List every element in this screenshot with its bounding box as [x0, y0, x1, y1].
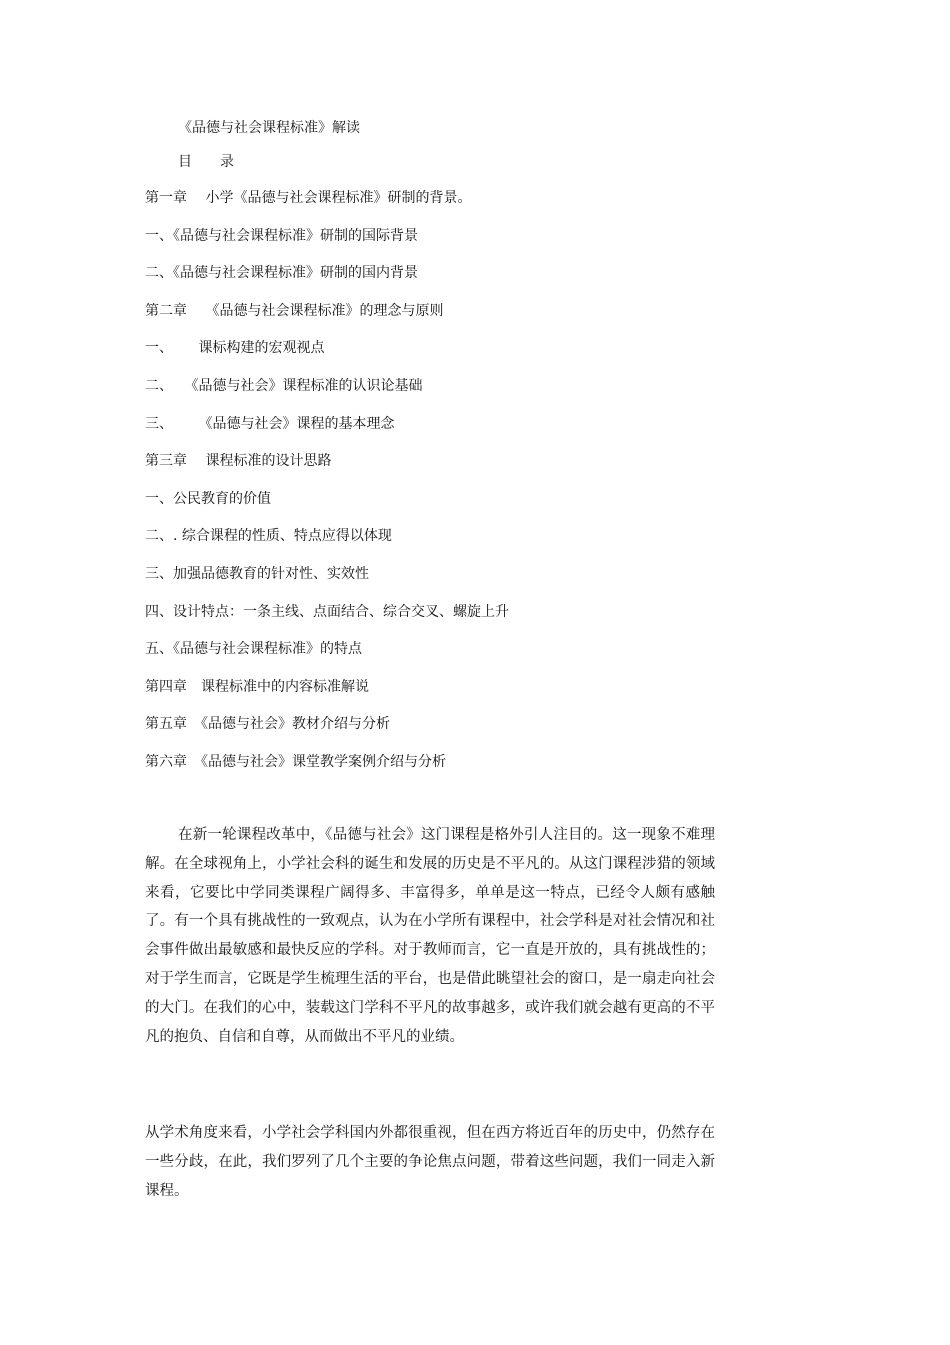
toc-item: 一、 课标构建的宏观视点 [145, 340, 325, 357]
toc-item: 第六章 《品德与社会》课堂教学案例介绍与分析 [145, 753, 446, 770]
table-of-contents [145, 187, 785, 789]
toc-item: 二、 《品德与社会》课程标准的认识论基础 [145, 377, 423, 394]
toc-item: 第五章 《品德与社会》教材介绍与分析 [145, 716, 390, 733]
toc-item: 第三章 课程标准的设计思路 [145, 453, 332, 470]
body-paragraph: 从学术角度来看，小学社会学科国内外都很重视，但在西方将近百年的历史中，仍然存在一些分歧，在此，我们罗列了几个主要的争论焦点问题，带着这些问题，我们一同走入新课程。 [145, 1125, 715, 1199]
toc-item: 四、设计特点：一条主线、点面结合、综合交叉、螺旋上升 [145, 603, 509, 620]
toc-item: 三、加强品德教育的针对性、实效性 [145, 565, 369, 582]
toc-item: 二、《品德与社会课程标准》研制的国内背景 [145, 265, 418, 282]
toc-item: 五、《品德与社会课程标准》的特点 [145, 641, 362, 658]
toc-item: 三、 《品德与社会》课程的基本理念 [145, 415, 395, 432]
toc-item: 第一章 小学《品德与社会课程标准》研制的背景。 [145, 190, 472, 206]
toc-item: 第四章 课程标准中的内容标准解说 [145, 678, 369, 695]
toc-item: 一、《品德与社会课程标准》研制的国际背景 [145, 227, 418, 244]
toc-heading: 目 录 [178, 154, 234, 170]
document-title: 《品德与社会课程标准》解读 [178, 120, 360, 136]
toc-item: 二、. 综合课程的性质、特点应得以体现 [145, 528, 392, 545]
toc-item: 一、公民教育的价值 [145, 490, 271, 507]
toc-item: 第二章 《品德与社会课程标准》的理念与原则 [145, 302, 444, 319]
body-paragraph: 在新一轮课程改革中，《品德与社会》这门课程是格外引人注目的。这一现象不难理解。在全球视角上，小学社会科的诞生和发展的历史是不平凡的。从这门课程涉猎的领域来看，它要比中学同类课程广阔得多、丰富得多，单单是这一特点，已经令人颇有感触了。有一个具有挑战性的一致观点，认为在小学所有课程中，社会学科是对社会情况和社会事件做出最敏感和最快反应的学科。对于教师而言，它一直是开放的，具有挑战性的；对于学生而言，它既是学生梳理生活的平台，也是借此眺望社会的窗口，是一扇走向社会的大门。在我们的心中，装载这门学科不平凡的故事越多，或许我们就会越有更高的不平凡的抱负、自信和自尊，从而做出不平凡的业绩。 [145, 827, 715, 1045]
